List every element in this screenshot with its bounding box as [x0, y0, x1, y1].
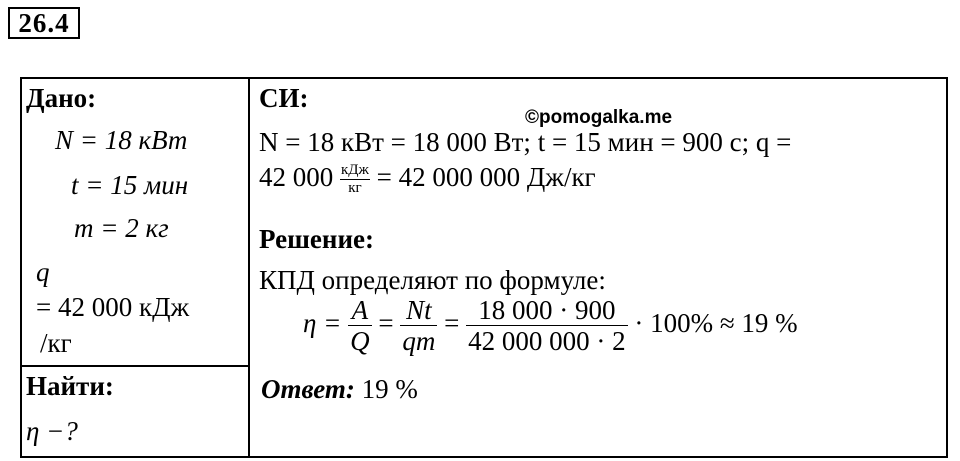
- unit-denominator: кг: [348, 180, 362, 197]
- find-heading: Найти:: [26, 371, 114, 401]
- solution-intro: КПД определяют по формуле:: [259, 265, 606, 295]
- given-mass: m = 2 кг: [74, 213, 169, 243]
- answer-value: 19 %: [361, 374, 418, 404]
- given-heading: Дано:: [26, 83, 97, 113]
- formula-equals-1: =: [378, 307, 394, 338]
- fraction-numerator: Nt: [400, 295, 437, 326]
- si-heading: СИ:: [259, 83, 309, 113]
- fraction-a-over-q: [348, 295, 372, 356]
- column-divider: [248, 77, 250, 458]
- formula-lhs: η =: [303, 307, 342, 338]
- watermark: ©pomogalka.me: [525, 107, 673, 128]
- given-find-divider: [20, 365, 250, 367]
- fraction-numeric: [466, 295, 628, 356]
- find-value: η −?: [26, 416, 78, 446]
- given-power: N = 18 кВт: [55, 125, 188, 155]
- given-time: t = 15 мин: [71, 170, 189, 200]
- fraction-numerator: A: [348, 295, 372, 326]
- si-line-2-start: 42 000: [259, 162, 334, 192]
- fraction-denominator: 42 000 000 · 2: [468, 326, 626, 357]
- unit-fraction: [340, 162, 370, 198]
- unit-numerator: кДж: [340, 162, 370, 180]
- efficiency-formula: [303, 295, 798, 356]
- solution-heading: Решение:: [259, 224, 374, 254]
- fraction-numerator: 18 000 · 900: [466, 295, 628, 326]
- answer-label: Ответ:: [261, 374, 355, 404]
- fraction-denominator: qm: [402, 326, 436, 357]
- formula-result: · 100% ≈ 19 %: [634, 307, 798, 338]
- si-line-2-end: = 42 000 000 Дж/кг: [376, 162, 596, 192]
- formula-equals-2: =: [444, 307, 460, 338]
- si-line-2: [259, 162, 596, 198]
- fraction-nt-over-qm: [400, 295, 437, 356]
- given-q-symbol: q: [36, 257, 50, 287]
- given-q-value: = 42 000 кДж: [36, 292, 190, 322]
- answer-line: [261, 374, 418, 405]
- si-line-1: N = 18 кВт = 18 000 Вт; t = 15 мин = 900 с; q =: [259, 127, 792, 157]
- given-q-unit: /кг: [40, 328, 72, 358]
- fraction-denominator: Q: [350, 326, 370, 357]
- problem-number: 26.4: [8, 7, 80, 39]
